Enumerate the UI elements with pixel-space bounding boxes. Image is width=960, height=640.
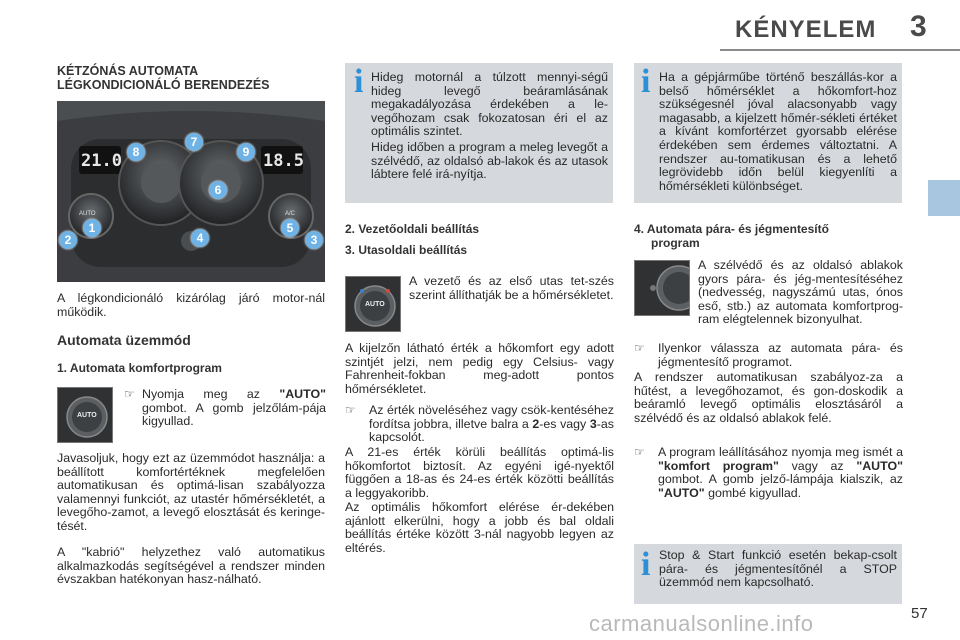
comfort-program-heading: 1. Automata komfortprogram (57, 361, 222, 375)
defrost-description: A szélvédő és az oldalsó ablakok gyors pára- és jég-mentesítéséhez (nedvesség, nagyszámú utas, ónos eső, stb.) az automata komfortprog-ram elégtelennek bizonyulhat. (698, 258, 903, 327)
defrost-button-photo (634, 260, 690, 316)
pointing-hand-icon: ☞ (124, 387, 135, 401)
auto-mode-heading: Automata üzemmód (57, 332, 191, 348)
chapter-number: 3 (910, 10, 927, 43)
auto-thumb-label: AUTO (77, 412, 97, 419)
display-value-paragraph: A kijelzőn látható érték a hőkomfort egy adott szintjét jelzi, nem pedig egy Celsius- vagy Fahrenheit-fokban meg-adott pontos hőmérsékletet. (345, 341, 614, 396)
difference-paragraph: Az optimális hőkomfort elérése ér-dekében ajánlott elkerülni, hogy a jobb és bal oldali beállítás értéke között 3-nál nagyobb legyen az eltérés. (345, 500, 614, 555)
chapter-tab (928, 180, 960, 216)
callout-9: 9 (237, 143, 255, 161)
info-box-cold-engine (345, 63, 613, 203)
callout-3: 3 (305, 231, 323, 249)
climate-panel-photo (57, 101, 325, 282)
auto-key-label: "AUTO" (279, 387, 326, 401)
temperature-note-text: Ha a gépjárműbe történő beszállás-kor a belső hőmérséklet a hőkomfort-hoz szükségesnél jóval alacsonyabb vagy magasabb, a kijelzett hőmér-sékleti értéket a kívánt komfortérzet gyorsabb elérése érdekében sem érdemes változtatni. A rendszer au-tomatikusan és a lehető legrövidebb időn belül kiegyenlíti a hőmérsékleti különbséget. (659, 70, 897, 193)
pointing-hand-icon: ☞ (345, 403, 356, 417)
climate-panel-illustration (57, 101, 325, 282)
callout-2: 2 (59, 231, 77, 249)
stop-program-bullet: ☞ A program leállításához nyomja meg ismét a "komfort program" vagy az "AUTO" gombot. A gomb jelző-lámpája kialszik, az "AUTO" gombé kigyullad. (634, 445, 903, 500)
ac-button-label: A/C (285, 211, 296, 217)
defrost-auto-paragraph: A rendszer automatikusan szabályoz-za a hűtést, a levegőhozamot, és gon-doskodik a beáramló levegő optimális elosztásáról a szélvédő és az oldalsó ablakok felé. (634, 370, 903, 425)
cold-engine-text: Hideg motornál a túlzott mennyi-ségű hideg levegő beáramlásának megakadályozása érdekében a le-vegőhozam csak fokozatosan éri el az optimális szintet. (371, 70, 608, 139)
section-title (57, 64, 270, 92)
select-defrost-bullet: ☞ Ilyenkor válassza az automata pára- és jégmentesítő programot. (634, 341, 903, 369)
auto-button-label: AUTO (79, 211, 96, 217)
intro-text: A légkondicionáló kizárólag járó motor-nál működik. (57, 291, 325, 319)
right-temp-readout: 18.5 (263, 151, 304, 171)
callout-8: 8 (127, 143, 145, 161)
defrost-knob-illustration (635, 261, 689, 315)
info-icon: i (641, 63, 651, 100)
section-title-line1: KÉTZÓNÁS AUTOMATA (57, 64, 199, 78)
callout-1: 1 (83, 219, 101, 237)
header-divider (720, 49, 960, 51)
temperature-knob-photo (345, 276, 401, 332)
callout-5: 5 (281, 219, 299, 237)
watermark: carmanualsonline.info (589, 611, 814, 636)
adjust-bullet: ☞ Az érték növeléséhez vagy csök-kentéséhez fordítsa jobbra, illetve balra a 2-es vagy 3-as kapcsolót. (345, 403, 614, 445)
temp-thumb-label: AUTO (365, 301, 385, 308)
pointing-hand-icon: ☞ (634, 341, 645, 355)
auto-mode-paragraph: Javasoljuk, hogy ezt az üzemmódot használja: a beállított komfortértéknek megfelelően automatikusan és optimá-lisan szabályozza valamennyi funkciót, az utastér hőmérsékletét, a levegőho-zamot, a levegő elosztását és keringe-tését. (57, 451, 325, 533)
cold-weather-text: Hideg időben a program a meleg levegőt a szélvédő, az oldalsó ab-lakok és az utasok lábtere felé irá-nyítja. (371, 140, 608, 182)
stop-start-text: Stop & Start funkció esetén bekap-csolt pára- és jégmentesítőnél a STOP üzemmód nem kapcsolható. (659, 548, 897, 590)
defrost-program-heading: 4. Automata pára- és jégmentesítő program (634, 222, 829, 250)
passenger-side-heading: 3. Utasoldali beállítás (345, 243, 468, 257)
info-box-stop-start (634, 544, 902, 604)
chapter-title: KÉNYELEM (735, 16, 877, 43)
info-icon: i (354, 63, 364, 100)
callout-4: 4 (191, 229, 209, 247)
info-icon: i (641, 546, 651, 583)
optimal-setting-paragraph: A 21-es érték körüli beállítás optimá-lis hőkomfortot biztosít. Az egyéni igé-nyektől függően a 18-as és 24-es érték közötti beállítás a leggyakoribb. (345, 445, 614, 500)
callout-7: 7 (185, 133, 203, 151)
pointing-hand-icon: ☞ (634, 445, 645, 459)
driver-side-heading: 2. Vezetőoldali beállítás (345, 222, 480, 236)
auto-button-photo (57, 387, 113, 443)
info-box-temperature (634, 63, 902, 203)
section-title-line2: LÉGKONDICIONÁLÓ BERENDEZÉS (57, 78, 270, 92)
callout-6: 6 (209, 181, 227, 199)
left-temp-readout: 21.0 (81, 151, 122, 171)
page-number: 57 (911, 605, 928, 622)
press-auto-instruction: ☞ Nyomja meg az "AUTO" gombot. A gomb jelzőlám-pája kigyullad. (124, 387, 326, 429)
cabrio-paragraph: A "kabrió" helyzethez való automatikus alkalmazkodás segítségével a rendszer minden évszakban hatékonyan hasz-nálható. (57, 545, 325, 587)
temperature-adjust-text: A vezető és az első utas tet-szés szerint állíthatják be a hőmérsékletet. (409, 274, 614, 302)
